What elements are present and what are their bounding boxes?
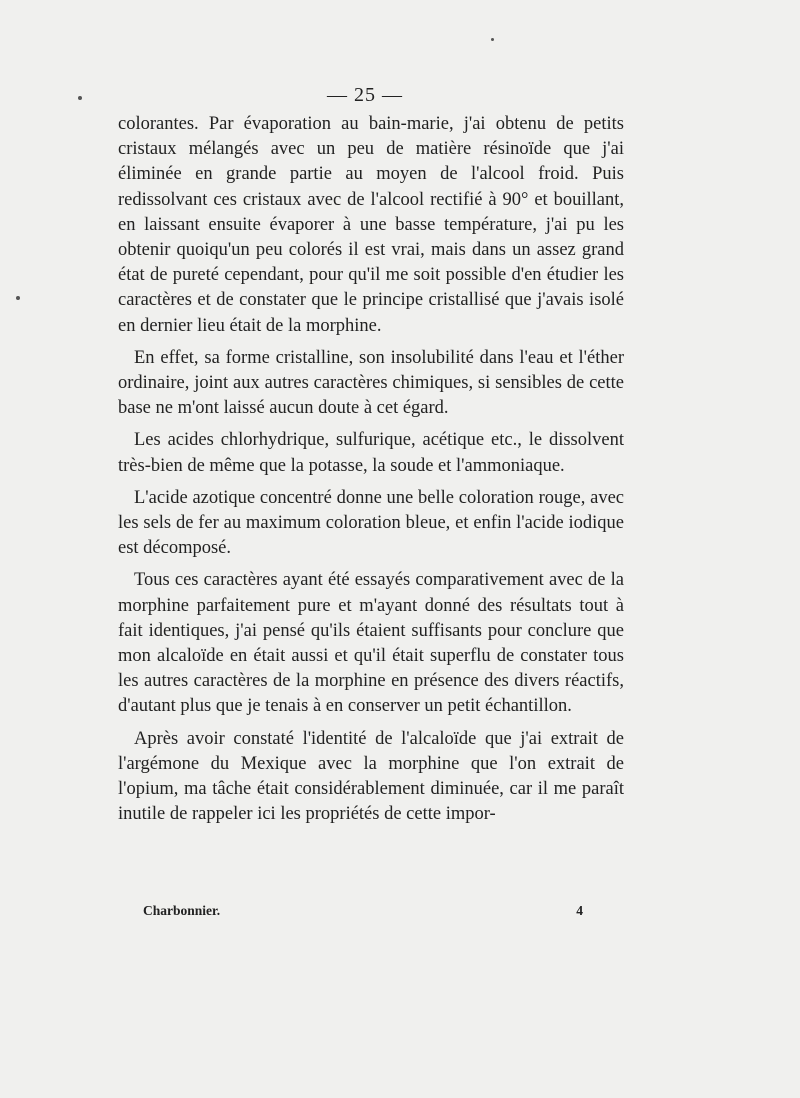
paragraph: Tous ces caractères ayant été essayés comparativement avec de la morphine parfaitement pure et m'ayant donné des résultats tout à fait identiques, j'ai pensé qu'ils étaient suffisants pour conclure que mon alcaloïde en était aussi et qu'il était superflu de constater tous les autres caractères de la morphine en présence des divers réactifs, d'autant plus que je tenais à en conserver un petit échantillon. [118,570,624,717]
footer-signature-number: 4 [576,903,583,918]
paragraph-continuation: colorantes. Par évaporation au bain-marie, j'ai obtenu de petits cristaux mélangés avec un peu de matière résinoïde que j'ai éliminée en grande partie au moyen de l'alcool froid. Puis redissolvant ces cristaux avec de l'alcool rectifié à 90° et bouillant, en laissant ensuite évaporer à une basse température, j'ai pu les obtenir quoiqu'un peu colorés il est vrai, mais dans un assez grand état de pureté cependant, pour qu'il me soit possible d'en étudier les caractères et de constater que le principe cristallisé que j'avais isolé en dernier lieu était de la morphine. [118,114,624,336]
paragraph: Après avoir constaté l'identité de l'alcaloïde que j'ai extrait de l'argémone du Mexique avec la morphine que l'on extrait de l'opium, ma tâche était considérablement diminuée, car il me paraît inutile de rappeler ici les propriétés de cette impor- [118,728,624,825]
page-footer [143,903,583,919]
footer-author-signature: Charbonnier. [143,903,221,918]
paragraph: L'acide azotique concentré donne une belle coloration rouge, avec les sels de fer au maximum coloration bleue, et enfin l'acide iodique est décomposé. [118,487,624,559]
ink-speck [491,38,494,41]
ink-speck [16,296,20,300]
body-text [118,112,624,827]
paragraph: Les acides chlorhydrique, sulfurique, acétique etc., le dissolvent très-bien de même que la potasse, la soude et l'ammoniaque. [118,430,624,476]
page-number-header: — 25 — [327,84,403,106]
paragraph: En effet, sa forme cristalline, son insolubilité dans l'eau et l'éther ordinaire, joint aux autres caractères chimiques, si sensibles de cette base ne m'ont laissé aucun doute à cet égard. [118,347,624,419]
